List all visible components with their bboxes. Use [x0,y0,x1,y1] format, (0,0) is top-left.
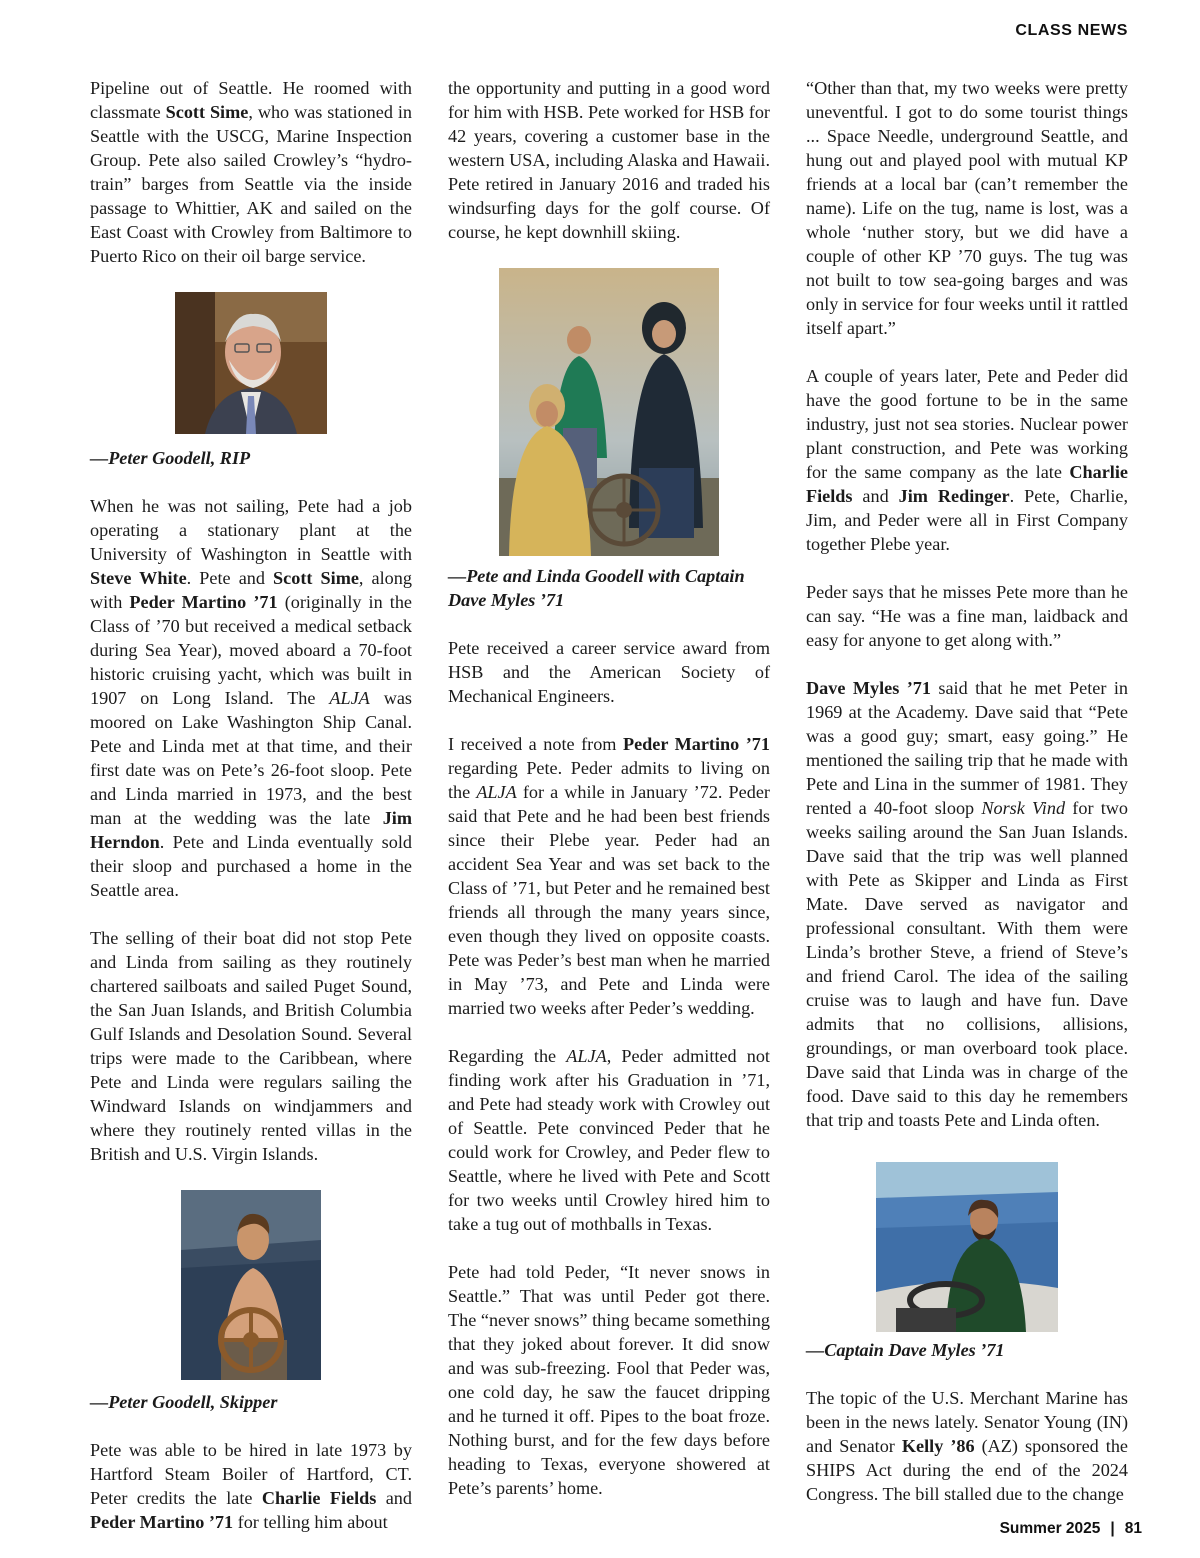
photo-caption: —Peter Goodell, Skipper [90,1392,278,1412]
text-run: When he was not sailing, Pete had a job operating a stationary plant at the University of Washington in Seattle with [90,496,412,564]
paragraph [448,732,770,1020]
photo-peter-at-helm [181,1190,321,1380]
text-run: regarding Pete. Peder admits to living on the [448,758,770,802]
photo-caption: —Peter Goodell, RIP [90,448,251,468]
text-run: was moored on Lake Washington Ship Canal. Pete and Linda met at that time, and their first date was on Pete’s 26-foot sloop. Pete and Linda married in 1973, and the best man at the wedding was the late [90,688,412,828]
text-run: The topic of the U.S. Merchant Marine has been in the news lately. Senator Young (IN) and Senator [806,1388,1128,1456]
bold-name: Jim Herndon [90,808,412,852]
bold-name: Kelly ’86 [901,1436,975,1456]
bold-name: Dave Myles ’71 [806,678,931,698]
text-run: . Pete and Linda eventually sold their sloop and purchased a home in the Seattle area. [90,832,412,900]
page-number: 81 [1124,1520,1142,1537]
paragraph [806,1386,1128,1506]
text-run: I received a note from [448,734,623,754]
text-run: said that he met Peter in 1969 at the Academy. Dave said that “Pete was a good guy; smart, easy going.” He mentioned the sailing trip that he made with Pete and Lina in the summer of 1981. They rented a 40-foot sloop [806,678,1128,818]
text-run: The selling of their boat did not stop Pete and Linda from sailing as they routinely chartered sailboats and sailed Puget Sound, the San Juan Islands, and British Columbia Gulf Islands and Desolation Sound. Several trips were made to the Caribbean, where Pete and Linda were regulars sailing the Windward Islands on windjammers and where they routinely rented villas in the British and U.S. Virgin Islands. [90,928,412,1164]
photo-caption: —Captain Dave Myles ’71 [806,1340,1005,1360]
photo-captain-dave-myles [876,1162,1058,1332]
column-3 [806,76,1128,1506]
text-run: Peder says that he misses Pete more than he can say. “He was a fine man, laidback and easy for anyone to get along with.” [806,582,1128,650]
bold-name: Steve White [90,568,187,588]
text-run: , along with [90,568,412,612]
text-run: (AZ) sponsored the SHIPS Act during the end of the 2024 Congress. The bill stalled due to the change [806,1436,1128,1504]
italic-name: Norsk Vind [981,798,1066,818]
portrait-photo-peter-goodell [175,292,327,434]
text-run: . Pete, Charlie, Jim, and Peder were all in First Company together Plebe year. [806,486,1128,554]
bold-name: Peder Martino ’71 [129,592,278,612]
bold-name: Scott Sime [273,568,359,588]
page-footer [1000,1520,1142,1538]
paragraph [806,364,1128,556]
column-1 [90,76,412,1534]
text-run: “Other than that, my two weeks were pretty uneventful. I got to do some tourist things ... Space Needle, underground Seattle, and hung out and played pool with mutual KP friends at a local bar (can’t remember the name). Life on the tug, name is lost, was a whole ‘nuther story, but we did have a couple of other KP ’70 guys. The tug was not built to tow sea-going barges and was only in service for four weeks until it rattled itself apart.” [806,78,1128,338]
text-run: A couple of years later, Pete and Peder did have the good fortune to be in the same industry, just not sea stories. Nuclear power plant construction, and Pete was working for the same company as the late [806,366,1128,482]
text-run: Regarding the [448,1046,567,1066]
italic-name: ALJA [476,782,517,802]
text-run: and [376,1488,412,1508]
issue-label: Summer 2025 [999,1520,1101,1537]
text-run: (originally in the Class of ’70 but received a medical setback during Sea Year), moved aboard a 70-foot historic cruising yacht, which was built in 1907 on Long Island. The [90,592,412,708]
text-run: for two weeks sailing around the San Juan Islands. Dave said that the trip was well planned with Pete as Skipper and Linda as First Mate. Dave served as navigator and professional consultant. With them were Linda’s brother Steve, a friend of Steve’s and friend Carol. The idea of the sailing cruise was to laugh and have fun. Dave admits that no collisions, allisions, groundings, or man overboard took place. Dave said that Linda was in charge of the food. Dave said to this day he remembers that trip and toasts Pete and Linda often. [806,798,1129,1130]
paragraph [806,76,1128,340]
bold-name: Peder Martino ’71 [622,734,770,754]
bold-name: Jim Redinger [898,486,1010,506]
text-run: the opportunity and putting in a good word for him with HSB. Pete worked for HSB for 42 years, covering a customer base in the western USA, including Alaska and Hawaii. Pete retired in January 2016 and traded his windsurfing days for the golf course. Of course, he kept downhill skiing. [448,78,770,242]
italic-name: ALJA [566,1046,607,1066]
paragraph [90,494,412,902]
paragraph [90,76,412,268]
text-run: , Peder admitted not finding work after his Graduation in ’71, and Pete had steady work with Crowley out of Seattle. Pete convinced Peder that he could work for Crowley, and Peder flew to Seattle, where he lived with Pete and Scott for two weeks until Crowley hired him to take a tug out of mothballs in Texas. [448,1046,770,1234]
text-run: for telling him about [233,1512,388,1532]
footer-separator: | [1110,1520,1115,1537]
bold-name: Peder Martino ’71 [90,1512,234,1532]
text-run: Pete was able to be hired in late 1973 by Hartford Steam Boiler of Hartford, CT. Peter credits the late [90,1440,412,1508]
text-run: , who was stationed in Seattle with the USCG, Marine Inspection Group. Pete also sailed Crowley’s “hydro-train” barges from Seattle via the inside passage to Whittier, AK and sailed on the East Coast with Crowley from Baltimore to Puerto Rico on their oil barge service. [90,102,412,266]
section-label: CLASS NEWS [1015,22,1128,39]
bold-name: Charlie Fields [261,1488,377,1508]
text-run: . Pete and [186,568,274,588]
text-run: Pete received a career service award from HSB and the American Society of Mechanical Engineers. [448,638,770,706]
paragraph [806,580,1128,652]
paragraph [806,676,1128,1132]
paragraph [90,1438,412,1534]
bold-name: Scott Sime [165,102,249,122]
paragraph [90,926,412,1166]
photo-caption: —Pete and Linda Goodell with Captain Dave Myles ’71 [448,566,745,610]
paragraph [448,1260,770,1500]
text-run: for a while in January ’72. Peder said that Pete and he had been best friends since their Plebe year. Peder had an accident Sea Year and was set back to the Class of ’71, but Peter and he remained best friends all through the many years since, even though they lived on opposite coasts. Pete was Peder’s best man when he married in May ’73, and Pete and Linda were married two weeks after Peder’s wedding. [448,782,770,1018]
photo-pete-linda-dave-on-sailboat [499,268,719,556]
paragraph [448,76,770,244]
paragraph [448,636,770,708]
text-run: Pipeline out of Seattle. He roomed with classmate [90,78,412,122]
bold-name: Charlie Fields [806,462,1128,506]
paragraph [448,1044,770,1236]
column-2 [448,76,770,1500]
text-run: and [852,486,899,506]
text-run: Pete had told Peder, “It never snows in Seattle.” That was until Peder got there. The “never snows” thing became something that they joked about forever. It did snow and was sub-freezing. Fool that Peder was, one cold day, he saw the faucet dripping and he turned it off. Pipes to the boat froze. Nothing burst, and for the few days before heading to Texas, everyone showered at Pete’s parents’ home. [448,1262,770,1498]
italic-name: ALJA [329,688,370,708]
